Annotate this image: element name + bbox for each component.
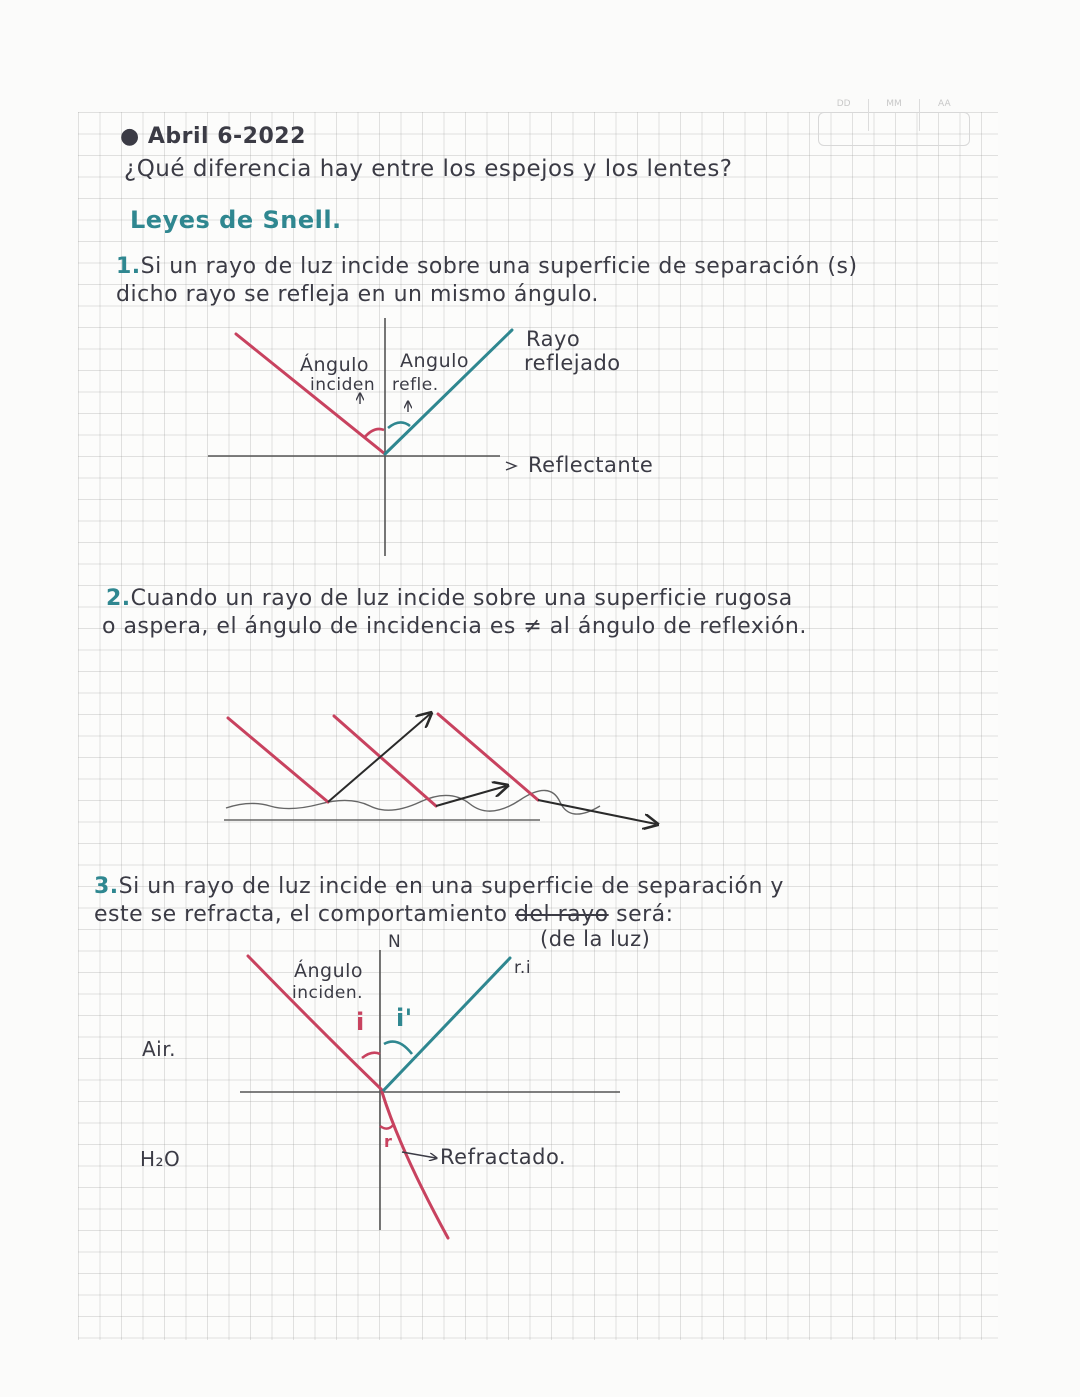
law1-number: 1. (116, 254, 141, 279)
law2-diagram (224, 714, 656, 824)
law3-medium-air: Air. (142, 1037, 176, 1061)
bullet-icon: ● (120, 124, 140, 149)
law3-medium-water: H₂O (140, 1147, 181, 1171)
law3-incident-label-1: Ángulo (294, 960, 364, 982)
law3-diagram (240, 950, 620, 1238)
law3-strike-text: del rayo (515, 902, 609, 927)
law1-surface-pointer-icon (506, 462, 516, 470)
law1-incident-label-2: inciden (310, 375, 376, 395)
law2-incident-ray-1 (228, 718, 328, 802)
law3-incident-ray (248, 956, 382, 1090)
law3-text1: Si un rayo de luz incide en una superficie de separación y (118, 874, 784, 899)
law3-ri-label: r.i (514, 958, 532, 978)
law3-incident-label-2: inciden. (292, 983, 363, 1003)
law3-reflected-ray (382, 958, 510, 1092)
law2-rough-surface (226, 790, 600, 814)
law2-incident-ray-2 (334, 716, 436, 806)
section-title: Leyes de Snell. (130, 206, 342, 234)
law1-text1: Si un rayo de luz incide sobre una superficie de separación (s) (140, 254, 858, 279)
law2-text1: Cuando un rayo de luz incide sobre una superficie rugosa (130, 586, 793, 611)
law2-reflected-ray-3 (538, 800, 656, 824)
date-text: Abril 6-2022 (147, 124, 306, 149)
law1-reflected-ray (385, 330, 512, 454)
date-box-year: AA (938, 99, 951, 109)
law3-refracted-label: Refractado. (440, 1145, 567, 1169)
law1-line2: dicho rayo se refleja en un mismo ángulo. (116, 282, 599, 307)
law3-r-label: r (384, 1132, 393, 1151)
law1-ray-label-1: Rayo (526, 327, 581, 351)
law3-refracted-arc (380, 1124, 394, 1129)
law1-reflected-label-2: refle. (392, 375, 439, 395)
law2-incident-ray-3 (438, 714, 538, 800)
law1-reflected-label-1: Angulo (400, 350, 470, 372)
law2-line2: o aspera, el ángulo de incidencia es ≠ al ángulo de reflexión. (102, 614, 807, 639)
law1-incident-label-1: Ángulo (300, 354, 370, 376)
law1-incident-arc (364, 429, 384, 438)
law3-refracted-ray (382, 1092, 448, 1238)
law1-surface-label: Reflectante (528, 453, 654, 477)
law1-reflected-arc (388, 422, 410, 428)
law3-i-prime-label: i' (396, 1004, 413, 1032)
law3-note: (de la luz) (540, 927, 651, 951)
law1-ray-label-2: reflejado (524, 351, 621, 375)
question-text: ¿Qué diferencia hay entre los espejos y los lentes? (124, 156, 733, 182)
law3-text2b: será: (616, 902, 674, 927)
law3-reflected-arc (384, 1042, 412, 1054)
law2-number: 2. (106, 586, 131, 611)
law1-incident-ray (236, 334, 385, 454)
law1-diagram (208, 318, 516, 556)
law3-i-label: i (356, 1008, 365, 1036)
law3-incident-arc (362, 1053, 380, 1058)
date-box-day: DD (819, 99, 869, 131)
law3-text2a: este se refracta, el comportamiento (94, 902, 508, 927)
law3-number: 3. (94, 874, 119, 899)
law3-normal-label: N (388, 932, 402, 952)
date-box-month: MM (869, 99, 919, 131)
